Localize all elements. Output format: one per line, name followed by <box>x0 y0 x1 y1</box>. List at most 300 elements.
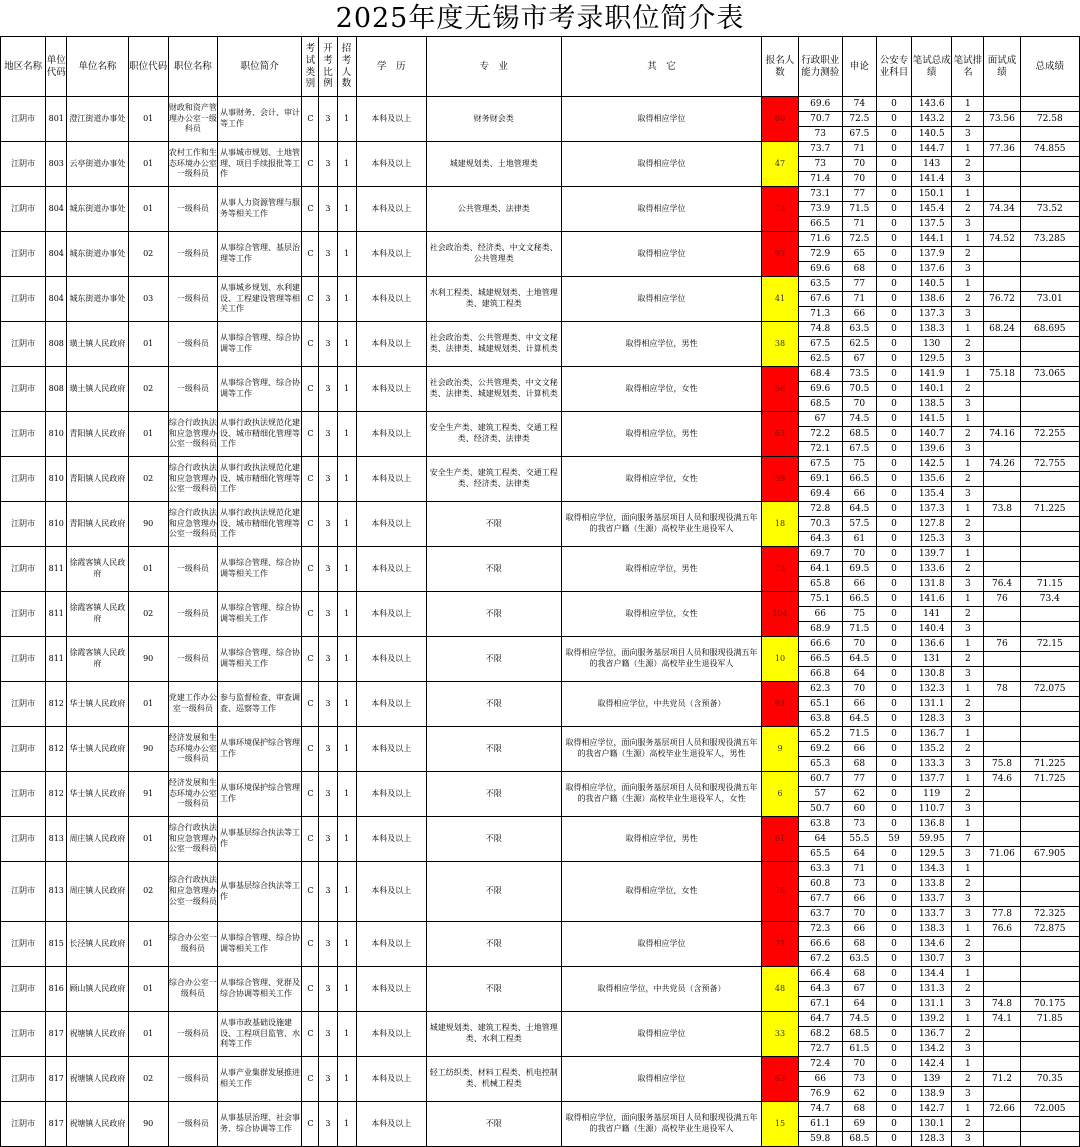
police-cell: 0 <box>876 157 911 172</box>
police-cell: 0 <box>876 112 911 127</box>
position-code-cell: 90 <box>128 727 168 772</box>
region-cell: 江阴市 <box>1 682 46 727</box>
major-cell: 不限 <box>426 727 561 772</box>
written-total-cell: 135.2 <box>912 742 952 757</box>
essay-cell: 68 <box>842 757 876 772</box>
aptitude-cell: 70.7 <box>798 112 842 127</box>
essay-cell: 70.5 <box>842 382 876 397</box>
written-total-cell: 132.3 <box>912 682 952 697</box>
rank-cell: 3 <box>952 127 984 142</box>
exam-type-cell: C <box>302 97 319 142</box>
rank-cell: 1 <box>952 457 984 472</box>
aptitude-cell: 73.9 <box>798 202 842 217</box>
exam-type-cell: C <box>302 1102 319 1147</box>
applicant-count-cell: 59 <box>762 457 798 502</box>
written-total-cell: 138.3 <box>912 922 952 937</box>
rank-cell: 1 <box>952 592 984 607</box>
essay-cell: 64 <box>842 667 876 682</box>
hire-count-cell: 1 <box>337 322 356 367</box>
police-cell: 0 <box>876 457 911 472</box>
essay-cell: 74.5 <box>842 1012 876 1027</box>
position-code-cell: 02 <box>128 1057 168 1102</box>
written-total-cell: 140.7 <box>912 427 952 442</box>
interview-cell: 68.24 <box>984 322 1020 337</box>
other-cell: 取得相应学位，面向服务基层项目人员和服现役满五年的我省户籍（生源）高校毕业生退役军人 <box>561 502 762 547</box>
other-cell: 取得相应学位，女性 <box>561 457 762 502</box>
education-cell: 本科及以上 <box>356 592 426 637</box>
position-code-cell: 90 <box>128 637 168 682</box>
interview-cell: 77.36 <box>984 142 1020 157</box>
table-row <box>1 1102 1080 1117</box>
region-cell: 江阴市 <box>1 457 46 502</box>
table-row <box>1 682 1080 697</box>
aptitude-cell: 66.6 <box>798 937 842 952</box>
interview-cell: 74.1 <box>984 1012 1020 1027</box>
education-cell: 本科及以上 <box>356 967 426 1012</box>
position-code-cell: 01 <box>128 547 168 592</box>
education-cell: 本科及以上 <box>356 1057 426 1102</box>
major-cell: 不限 <box>426 637 561 682</box>
total-cell <box>1020 937 1079 952</box>
written-total-cell: 131.3 <box>912 982 952 997</box>
interview-cell <box>984 187 1020 202</box>
rank-cell: 2 <box>952 1027 984 1042</box>
position-code-cell: 02 <box>128 232 168 277</box>
exam-type-cell: C <box>302 187 319 232</box>
major-cell: 社会政治类、经济类、中文文秘类、公共管理类 <box>426 232 561 277</box>
rank-cell: 3 <box>952 892 984 907</box>
police-cell: 0 <box>876 472 911 487</box>
aptitude-cell: 70.3 <box>798 517 842 532</box>
unit-code-cell: 812 <box>46 682 67 727</box>
rank-cell: 2 <box>952 157 984 172</box>
exam-type-cell: C <box>302 547 319 592</box>
essay-cell: 63.5 <box>842 952 876 967</box>
unit-code-cell: 801 <box>46 97 67 142</box>
aptitude-cell: 65.8 <box>798 577 842 592</box>
other-cell: 取得相应学位，面向服务基层项目人员和服现役满五年的我省户籍（生源）高校毕业生退役军人，男性 <box>561 727 762 772</box>
header-unit-code: 单位代码 <box>46 37 67 97</box>
education-cell: 本科及以上 <box>356 322 426 367</box>
total-cell: 74.855 <box>1020 142 1079 157</box>
aptitude-cell: 66 <box>798 1072 842 1087</box>
aptitude-cell: 73 <box>798 127 842 142</box>
applicant-count-cell: 41 <box>762 277 798 322</box>
interview-cell: 78 <box>984 682 1020 697</box>
total-cell: 68.695 <box>1020 322 1079 337</box>
rank-cell: 1 <box>952 142 984 157</box>
exam-type-cell: C <box>302 502 319 547</box>
written-total-cell: 139.7 <box>912 547 952 562</box>
exam-type-cell: C <box>302 637 319 682</box>
rank-cell: 2 <box>952 292 984 307</box>
total-cell <box>1020 337 1079 352</box>
rank-cell: 2 <box>952 382 984 397</box>
rank-cell: 1 <box>952 727 984 742</box>
exam-type-cell: C <box>302 772 319 817</box>
interview-cell <box>984 382 1020 397</box>
total-cell: 67.905 <box>1020 847 1079 862</box>
total-cell <box>1020 892 1079 907</box>
rank-cell: 3 <box>952 757 984 772</box>
table-row <box>1 322 1080 337</box>
police-cell: 0 <box>876 622 911 637</box>
unit-name-cell: 顾山镇人民政府 <box>67 967 128 1012</box>
interview-cell <box>984 862 1020 877</box>
header-exam-ratio: 开考比例 <box>319 37 337 97</box>
aptitude-cell: 63.3 <box>798 862 842 877</box>
written-total-cell: 138.3 <box>912 322 952 337</box>
essay-cell: 70 <box>842 682 876 697</box>
essay-cell: 71 <box>842 217 876 232</box>
police-cell: 0 <box>876 682 911 697</box>
table-row <box>1 232 1080 247</box>
position-desc-cell: 从事行政执法规范化建设、城市精细化管理等工作 <box>217 457 301 502</box>
exam-type-cell: C <box>302 142 319 187</box>
written-total-cell: 143.2 <box>912 112 952 127</box>
unit-code-cell: 804 <box>46 277 67 322</box>
interview-cell: 74.52 <box>984 232 1020 247</box>
position-desc-cell: 从事环境保护综合管理工作 <box>217 772 301 817</box>
written-total-cell: 133.8 <box>912 877 952 892</box>
police-cell: 0 <box>876 217 911 232</box>
rank-cell: 2 <box>952 652 984 667</box>
position-desc-cell: 从事财务、会计、审计等工作 <box>217 97 301 142</box>
applicant-count-cell: 6 <box>762 772 798 817</box>
rank-cell: 1 <box>952 187 984 202</box>
written-total-cell: 110.7 <box>912 802 952 817</box>
police-cell: 0 <box>876 247 911 262</box>
unit-name-cell: 周庄镇人民政府 <box>67 817 128 862</box>
written-total-cell: 119 <box>912 787 952 802</box>
interview-cell: 71.2 <box>984 1072 1020 1087</box>
unit-code-cell: 817 <box>46 1057 67 1102</box>
major-cell: 不限 <box>426 1102 561 1147</box>
header-hire-count: 招考人数 <box>337 37 356 97</box>
interview-cell <box>984 127 1020 142</box>
rank-cell: 2 <box>952 742 984 757</box>
police-cell: 0 <box>876 187 911 202</box>
aptitude-cell: 72.4 <box>798 1057 842 1072</box>
rank-cell: 1 <box>952 1012 984 1027</box>
exam-type-cell: C <box>302 967 319 1012</box>
position-code-cell: 01 <box>128 142 168 187</box>
unit-code-cell: 817 <box>46 1102 67 1147</box>
position-name-cell: 一级科员 <box>168 322 217 367</box>
essay-cell: 68.5 <box>842 1027 876 1042</box>
essay-cell: 62.5 <box>842 337 876 352</box>
police-cell: 0 <box>876 847 911 862</box>
education-cell: 本科及以上 <box>356 97 426 142</box>
hire-count-cell: 1 <box>337 457 356 502</box>
interview-cell: 71.06 <box>984 847 1020 862</box>
essay-cell: 66 <box>842 307 876 322</box>
position-code-cell: 01 <box>128 1012 168 1057</box>
region-cell: 江阴市 <box>1 502 46 547</box>
total-cell <box>1020 952 1079 967</box>
education-cell: 本科及以上 <box>356 637 426 682</box>
total-cell <box>1020 877 1079 892</box>
rank-cell: 1 <box>952 367 984 382</box>
police-cell: 0 <box>876 907 911 922</box>
essay-cell: 61 <box>842 532 876 547</box>
major-cell: 不限 <box>426 547 561 592</box>
unit-code-cell: 813 <box>46 862 67 922</box>
essay-cell: 65 <box>842 247 876 262</box>
total-cell <box>1020 862 1079 877</box>
interview-cell <box>984 937 1020 952</box>
police-cell: 0 <box>876 637 911 652</box>
exam-ratio-cell: 3 <box>319 547 337 592</box>
written-total-cell: 137.9 <box>912 247 952 262</box>
total-cell <box>1020 442 1079 457</box>
positions-table <box>0 36 1080 1147</box>
applicant-count-cell: 10 <box>762 637 798 682</box>
interview-cell: 73.56 <box>984 112 1020 127</box>
essay-cell: 68.5 <box>842 1132 876 1147</box>
interview-cell: 75.18 <box>984 367 1020 382</box>
aptitude-cell: 63.8 <box>798 712 842 727</box>
region-cell: 江阴市 <box>1 1102 46 1147</box>
major-cell: 安全生产类、建筑工程类、交通工程类、经济类、法律类 <box>426 457 561 502</box>
aptitude-cell: 66.6 <box>798 637 842 652</box>
exam-ratio-cell: 3 <box>319 772 337 817</box>
essay-cell: 66.5 <box>842 472 876 487</box>
police-cell: 0 <box>876 592 911 607</box>
other-cell: 取得相应学位，中共党员（含预备） <box>561 682 762 727</box>
written-total-cell: 137.3 <box>912 502 952 517</box>
interview-cell <box>984 892 1020 907</box>
total-cell <box>1020 172 1079 187</box>
exam-ratio-cell: 3 <box>319 922 337 967</box>
total-cell <box>1020 1042 1079 1057</box>
aptitude-cell: 64.1 <box>798 562 842 577</box>
region-cell: 江阴市 <box>1 772 46 817</box>
major-cell: 不限 <box>426 817 561 862</box>
applicant-count-cell: 47 <box>762 142 798 187</box>
police-cell: 0 <box>876 232 911 247</box>
total-cell <box>1020 1132 1079 1147</box>
position-code-cell: 90 <box>128 1102 168 1147</box>
unit-code-cell: 817 <box>46 1012 67 1057</box>
rank-cell: 2 <box>952 787 984 802</box>
aptitude-cell: 76.9 <box>798 1087 842 1102</box>
aptitude-cell: 62.3 <box>798 682 842 697</box>
essay-cell: 64.5 <box>842 652 876 667</box>
total-cell <box>1020 967 1079 982</box>
police-cell: 0 <box>876 382 911 397</box>
aptitude-cell: 67.7 <box>798 892 842 907</box>
hire-count-cell: 1 <box>337 187 356 232</box>
aptitude-cell: 75.1 <box>798 592 842 607</box>
rank-cell: 3 <box>952 262 984 277</box>
police-cell: 59 <box>876 832 911 847</box>
total-cell: 73.52 <box>1020 202 1079 217</box>
unit-name-cell: 徐霞客镇人民政府 <box>67 547 128 592</box>
aptitude-cell: 74.7 <box>798 1102 842 1117</box>
total-cell <box>1020 472 1079 487</box>
hire-count-cell: 1 <box>337 97 356 142</box>
applicant-count-cell: 48 <box>762 967 798 1012</box>
total-cell <box>1020 262 1079 277</box>
interview-cell: 72.66 <box>984 1102 1020 1117</box>
police-cell: 0 <box>876 577 911 592</box>
position-name-cell: 经济发展和生态环境办公室一级科员 <box>168 727 217 772</box>
position-name-cell: 一级科员 <box>168 1102 217 1147</box>
unit-name-cell: 璜土镇人民政府 <box>67 367 128 412</box>
rank-cell: 2 <box>952 517 984 532</box>
essay-cell: 66 <box>842 742 876 757</box>
police-cell: 0 <box>876 712 911 727</box>
table-row <box>1 142 1080 157</box>
essay-cell: 66 <box>842 922 876 937</box>
rank-cell: 2 <box>952 877 984 892</box>
total-cell <box>1020 247 1079 262</box>
interview-cell <box>984 667 1020 682</box>
exam-ratio-cell: 3 <box>319 1012 337 1057</box>
aptitude-cell: 64.3 <box>798 982 842 997</box>
position-desc-cell: 从事综合管理、综合协调等工作 <box>217 367 301 412</box>
aptitude-cell: 59.8 <box>798 1132 842 1147</box>
total-cell: 72.15 <box>1020 637 1079 652</box>
unit-name-cell: 城东街道办事处 <box>67 187 128 232</box>
aptitude-cell: 66.8 <box>798 667 842 682</box>
interview-cell: 77.8 <box>984 907 1020 922</box>
position-code-cell: 91 <box>128 772 168 817</box>
table-row <box>1 817 1080 832</box>
written-total-cell: 130.1 <box>912 1117 952 1132</box>
position-desc-cell: 从事基层治理、社会事务、综合协调等工作 <box>217 1102 301 1147</box>
total-cell <box>1020 562 1079 577</box>
essay-cell: 66.5 <box>842 592 876 607</box>
written-total-cell: 135.6 <box>912 472 952 487</box>
total-cell: 72.255 <box>1020 427 1079 442</box>
essay-cell: 67.5 <box>842 127 876 142</box>
interview-cell: 74.26 <box>984 457 1020 472</box>
essay-cell: 71.5 <box>842 727 876 742</box>
other-cell: 取得相应学位 <box>561 187 762 232</box>
major-cell: 城建规划类、建筑工程类、土地管理类、水利工程类 <box>426 1012 561 1057</box>
aptitude-cell: 50.7 <box>798 802 842 817</box>
police-cell: 0 <box>876 667 911 682</box>
police-cell: 0 <box>876 412 911 427</box>
interview-cell <box>984 442 1020 457</box>
major-cell: 社会政治类、公共管理类、中文文秘类、法律类、城建规划类、计算机类 <box>426 367 561 412</box>
unit-code-cell: 811 <box>46 547 67 592</box>
education-cell: 本科及以上 <box>356 412 426 457</box>
total-cell <box>1020 277 1079 292</box>
written-total-cell: 128.3 <box>912 1132 952 1147</box>
written-total-cell: 59.95 <box>912 832 952 847</box>
exam-type-cell: C <box>302 412 319 457</box>
essay-cell: 67 <box>842 982 876 997</box>
written-total-cell: 130 <box>912 337 952 352</box>
written-total-cell: 128.3 <box>912 712 952 727</box>
interview-cell <box>984 1042 1020 1057</box>
applicant-count-cell: 56 <box>762 367 798 412</box>
applicant-count-cell: 73 <box>762 187 798 232</box>
major-cell: 社会政治类、公共管理类、中文文秘类、法律类、城建规划类、计算机类 <box>426 322 561 367</box>
written-total-cell: 141 <box>912 607 952 622</box>
essay-cell: 75 <box>842 607 876 622</box>
position-name-cell: 一级科员 <box>168 547 217 592</box>
header-police-score: 公安专业科目 <box>876 37 911 97</box>
header-applicant-count: 报名人数 <box>762 37 798 97</box>
rank-cell: 7 <box>952 832 984 847</box>
total-cell <box>1020 742 1079 757</box>
essay-cell: 69.5 <box>842 562 876 577</box>
unit-code-cell: 803 <box>46 142 67 187</box>
essay-cell: 67.5 <box>842 442 876 457</box>
region-cell: 江阴市 <box>1 922 46 967</box>
aptitude-cell: 57 <box>798 787 842 802</box>
position-desc-cell: 从事市政基础设施建设、工程项目监管、水利等工作 <box>217 1012 301 1057</box>
unit-name-cell: 青阳镇人民政府 <box>67 412 128 457</box>
aptitude-cell: 69.2 <box>798 742 842 757</box>
police-cell: 0 <box>876 427 911 442</box>
table-row <box>1 412 1080 427</box>
exam-ratio-cell: 3 <box>319 142 337 187</box>
exam-ratio-cell: 3 <box>319 637 337 682</box>
table-row <box>1 1012 1080 1027</box>
written-total-cell: 136.8 <box>912 817 952 832</box>
exam-ratio-cell: 3 <box>319 367 337 412</box>
header-exam-type: 考试类别 <box>302 37 319 97</box>
interview-cell: 74.6 <box>984 772 1020 787</box>
essay-cell: 61.5 <box>842 1042 876 1057</box>
position-code-cell: 02 <box>128 862 168 922</box>
rank-cell: 3 <box>952 847 984 862</box>
written-total-cell: 140.4 <box>912 622 952 637</box>
total-cell <box>1020 352 1079 367</box>
aptitude-cell: 60.8 <box>798 877 842 892</box>
applicant-count-cell: 33 <box>762 1012 798 1057</box>
total-cell <box>1020 517 1079 532</box>
header-major: 专 业 <box>426 37 561 97</box>
position-name-cell: 综合行政执法和应急管理办公室一级科员 <box>168 412 217 457</box>
police-cell: 0 <box>876 817 911 832</box>
position-code-cell: 01 <box>128 322 168 367</box>
unit-code-cell: 810 <box>46 412 67 457</box>
region-cell: 江阴市 <box>1 1057 46 1102</box>
aptitude-cell: 64 <box>798 832 842 847</box>
written-total-cell: 133.7 <box>912 892 952 907</box>
rank-cell: 3 <box>952 397 984 412</box>
interview-cell <box>984 712 1020 727</box>
interview-cell: 74.8 <box>984 997 1020 1012</box>
aptitude-cell: 69.6 <box>798 382 842 397</box>
police-cell: 0 <box>876 142 911 157</box>
position-desc-cell: 从事综合管理、综合协调等相关工作 <box>217 637 301 682</box>
interview-cell <box>984 802 1020 817</box>
interview-cell <box>984 352 1020 367</box>
exam-type-cell: C <box>302 232 319 277</box>
position-name-cell: 经济发展和生态环境办公室一级科员 <box>168 772 217 817</box>
aptitude-cell: 64.3 <box>798 532 842 547</box>
unit-code-cell: 812 <box>46 772 67 817</box>
essay-cell: 70 <box>842 907 876 922</box>
exam-ratio-cell: 3 <box>319 502 337 547</box>
header-total-score: 总成绩 <box>1020 37 1079 97</box>
major-cell: 不限 <box>426 772 561 817</box>
police-cell: 0 <box>876 787 911 802</box>
total-cell <box>1020 607 1079 622</box>
total-cell: 70.175 <box>1020 997 1079 1012</box>
header-education: 学 历 <box>356 37 426 97</box>
written-total-cell: 129.5 <box>912 352 952 367</box>
exam-type-cell: C <box>302 817 319 862</box>
aptitude-cell: 68.2 <box>798 1027 842 1042</box>
